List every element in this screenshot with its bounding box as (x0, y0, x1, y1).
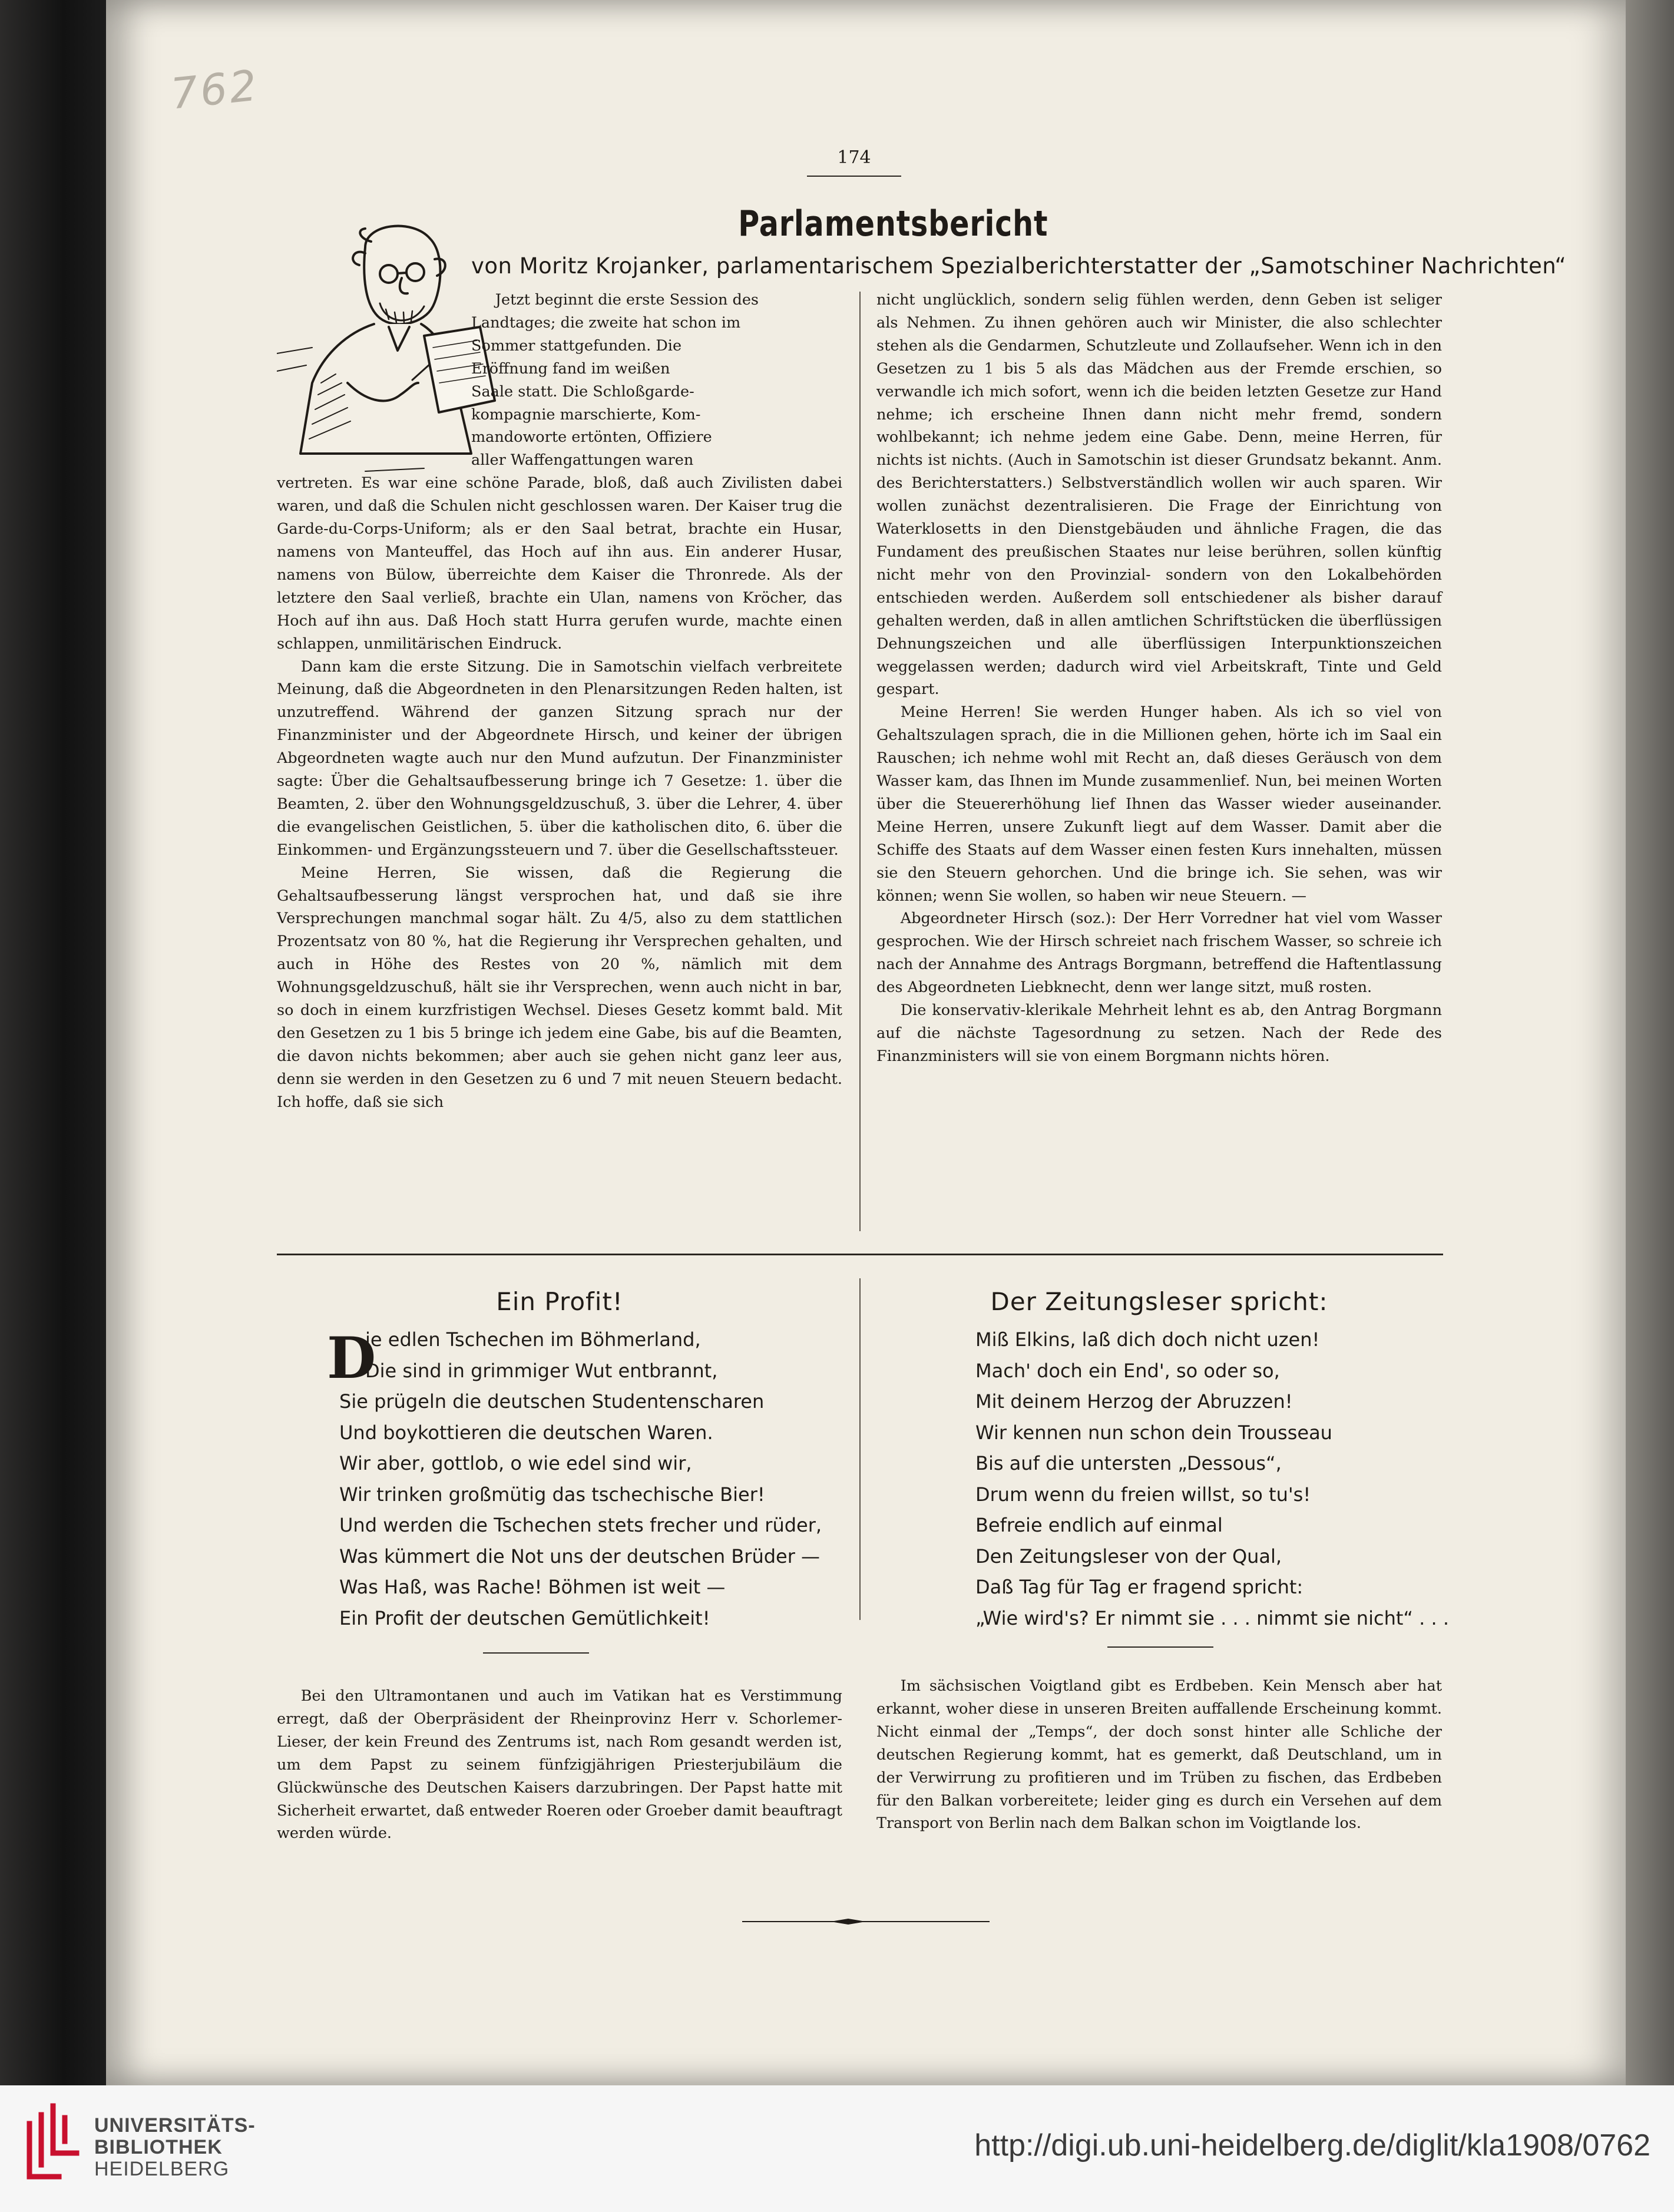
page-edge-shadow (1626, 0, 1674, 2085)
poem-divider (859, 1278, 861, 1620)
poem-end-rule (483, 1652, 589, 1654)
poem-line: Und boykottieren die deutschen Waren. (339, 1421, 713, 1444)
poem-line: Den Zeitungsleser von der Qual, (975, 1545, 1282, 1568)
poem-line: Miß Elkins, laß dich doch nicht uzen! (975, 1328, 1320, 1351)
article-paragraph: aller Waffengattungen waren (471, 451, 694, 469)
poem-line: Die sind in grimmiger Wut entbrannt, (365, 1359, 718, 1382)
page-number: 174 (837, 147, 871, 168)
library-name-line: UNIVERSITÄTS- (94, 2114, 256, 2137)
section-divider (277, 1254, 1443, 1255)
article-paragraph: Saale statt. Die Schloßgarde- (471, 382, 694, 401)
library-name-line: HEIDELBERG (94, 2158, 230, 2180)
article-byline: von Moritz Krojanker, parlamentarischem Spezialberichterstatter der „Samotschiner Nachrichten“ (471, 253, 1567, 279)
article-headline: Parlamentsbericht (738, 203, 1048, 244)
article-column-left (277, 289, 842, 1114)
column-divider (859, 292, 861, 1231)
poem-title-right: Der Zeitungsleser spricht: (990, 1287, 1328, 1316)
poem-line: Wir kennen nun schon dein Trousseau (975, 1421, 1332, 1444)
notice-paragraph: Im sächsischen Voigtland gibt es Erdbeben. Kein Mensch aber hat erkannt, woher diese in unseren Breiten auffallende Erscheinung kommt. Nicht einmal der „Temps“, der doch sonst hinter alle Schliche der deutschen Regierung kommt, hat es gemerkt, daß Deutschland, um in der Verwirrung zu profitieren und im Trüben zu fischen, das Erdbeben für den Balkan vorbereitete; leider ging es durch ein Versehen auf dem Transport von Berlin nach dem Balkan schon im Voigtlande los. (876, 1677, 1442, 1833)
article-column-right (876, 289, 1442, 1068)
article-paragraph: vertreten. Es war eine schöne Parade, bloß, daß auch Zivilisten dabei waren, und daß die Schulen nicht geschlossen waren. Der Kaiser trug die Garde-du-Corps-Uniform; als er den Saal betrat, brachte ein Husar, namens von Manteuffel, das Hoch auf ihn aus. Ein anderer Husar, namens von Bülow, überreichte dem Kaiser die Thronrede. Als der letztere den Saal verließ, brachte ein Ulan, namens von Kröcher, das Hoch auf ihn aus. Daß Hoch statt Hurra gerufen wurde, machte einen schlappen, unmilitärischen Eindruck. (277, 474, 842, 653)
book-cover-edge (0, 0, 106, 2085)
article-paragraph: Dann kam die erste Sitzung. Die in Samotschin vielfach verbreitete Meinung, daß die Abgeordneten in den Plenarsitzungen Reden halten, ist unzutreffend. Während der ganzen Sitzung sprach nur der Finanzminister und der Abgeordnete Hirsch, und keiner der übrigen Abgeordneten wagte auch nur den Mund aufzutun. Der Finanzminister sagte: Über die Gehaltsaufbesserung bringe ich 7 Gesetze: 1. über die Beamten, 2. über den Wohnungsgeldzuschuß, 3. über die Lehrer, 4. über die evangelischen Geistlichen, 5. über die katholischen dito, 6. über die Einkommen- und Ergänzungssteuern und 7. über die Gesellschaftssteuer. (277, 657, 842, 859)
poem-title-left: Ein Profit! (496, 1287, 623, 1316)
article-paragraph: Jetzt beginnt die erste Session des (495, 291, 759, 309)
library-name-line: BIBLIOTHEK (94, 2136, 223, 2158)
poem-line: Wir aber, gottlob, o wie edel sind wir, (339, 1452, 692, 1474)
article-paragraph: nicht unglücklich, sondern selig fühlen werden, denn Geben ist seliger als Nehmen. Zu ihnen gehören auch wir Minister, die also schlechter stehen als die Gendarmen, Schutzleute und Zollaufseher. Wenn ich in den Gesetzen zu 1 bis 5 als das Mädchen aus der Fremde erschien, so verwandle ich mich sofort, wenn ich die beiden letzten Gesetze zur Hand nehme; ich erscheine Ihnen dann nicht mehr fremd, sondern wohlbekannt; ich nehme jedem eine Gabe. Denn, meine Herren, für nichts ist nichts. (Auch in Samotschin ist dieser Grundsatz bekannt. Anm. des Berichterstatters.) Selbstverständlich wollen wir auch sparen. Wir wollen zunächst dezentralisieren. Die Frage der Einrichtung von Waterklosetts in den Dienstgebäuden und ähnliche Fragen, die das Fundament des preußischen Staates nur leise berühren, sollen künftig nicht mehr von den Provinzial- sondern von den Lokalbehörden entschieden werden. Außerdem soll entschiedener als bisher darauf gehalten werden, daß in allen amtlichen Schriftstücken die überflüssigen Dehnungszeichen und alle überflüssigen Interpunktionszeichen weggelassen werden; dadurch wird viel Arbeitskraft, Tinte und Geld gespart. (876, 291, 1442, 699)
poem-line: Was Haß, was Rache! Böhmen ist weit — (339, 1576, 726, 1598)
article-paragraph: Sommer stattgefunden. Die (471, 336, 682, 355)
poem-line: Befreie endlich auf einmal (975, 1514, 1223, 1536)
notice-paragraph: Bei den Ultramontanen und auch im Vatikan hat es Verstimmung erregt, daß der Oberpräsident der Rheinprovinz Herr v. Schorlemer-Lieser, der kein Freund des Zentrums ist, nach Rom gesandt werden ist, um dem Papst zu seinem fünfzigjährigen Priesterjubiläum die Glückwünsche des Deutschen Kaisers darzubringen. Der Papst hatte mit Sicherheit erwartet, daß entweder Roeren oder Groeber damit beauftragt werden würde. (277, 1687, 842, 1843)
poem-line: Ein Profit der deutschen Gemütlichkeit! (339, 1606, 710, 1629)
poem-right (975, 1324, 1449, 1634)
poem-left (339, 1324, 822, 1634)
university-library-name (94, 2115, 256, 2180)
permalink-url[interactable]: http://digi.ub.uni-heidelberg.de/diglit/kla1908/0762 (974, 2128, 1650, 2163)
article-paragraph: Die konservativ-klerikale Mehrheit lehnt es ab, den Antrag Borgmann auf die nächste Tagesordnung zu setzen. Nach der Rede des Finanzministers will sie von einem Borgmann nichts hören. (876, 1001, 1442, 1065)
poem-end-rule (1107, 1646, 1213, 1648)
article-paragraph: kompagnie marschierte, Kom- (471, 405, 701, 424)
poem-line: Und werden die Tschechen stets frecher und rüder, (339, 1514, 822, 1536)
poem-line: Sie prügeln die deutschen Studentenscharen (339, 1390, 765, 1413)
poem-dropcap: D (327, 1325, 376, 1391)
closing-ornament (742, 1917, 990, 1926)
poem-line: Mach' doch ein End', so oder so, (975, 1359, 1280, 1382)
article-paragraph: mandoworte ertönten, Offiziere (471, 428, 712, 447)
poem-line: Mit deinem Herzog der Abruzzen! (975, 1390, 1293, 1413)
poem-line: Drum wenn du freien willst, so tu's! (975, 1483, 1311, 1506)
poem-line: Wir trinken großmütig das tschechische Bier! (339, 1483, 765, 1506)
page-number-rule (807, 176, 901, 177)
article-paragraph: Meine Herren, Sie wissen, daß die Regierung die Gehaltsaufbesserung längst versprochen hat, und daß sie ihre Versprechungen manchmal sogar hält. Zu 4/5, also zu dem stattlichen Prozentsatz von 80 %, hat die Regierung ihr Versprechen gehalten, und auch in Höhe des Restes von 20 %, nämlich mit dem Wohnungsgeldzuschuß, hält sie ihr Versprechen, wenn auch nicht in bar, so doch in einem kurzfristigen Wechsel. Dieses Gesetz kommt bald. Mit den Gesetzen zu 1 bis 5 bringe ich jedem eine Gabe, bis auf die Beamten, die davon nichts bekommen; aber auch sie gehen nicht ganz leer aus, denn sie werden in den Gesetzen zu 6 und 7 mit neuen Steuern bedacht. Ich hoffe, daß sie sich (277, 864, 842, 1111)
university-library-logo[interactable] (18, 2100, 82, 2183)
poem-line: Daß Tag für Tag er fragend spricht: (975, 1576, 1304, 1598)
notice-right (876, 1675, 1442, 1835)
pencil-shelfmark: 762 (168, 60, 262, 119)
article-paragraph: Eröffnung fand im weißen (471, 359, 670, 378)
poem-line: Bis auf die untersten „Dessous“, (975, 1452, 1282, 1474)
poem-line: „Wie wird's? Er nimmt sie . . . nimmt sie nicht“ . . . (975, 1606, 1449, 1629)
poem-line: Was kümmert die Not uns der deutschen Brüder — (339, 1545, 821, 1568)
article-paragraph: Abgeordneter Hirsch (soz.): Der Herr Vorredner hat viel vom Wasser gesprochen. Wie der Hirsch schreiet nach frischem Wasser, so schreie ich nach der Annahme des Antrags Borgmann, betreffend die Haftentlassung des Abgeordneten Liebknecht, denn wer lange sitzt, muß rosten. (876, 910, 1442, 997)
poem-line: ie edlen Tschechen im Böhmerland, (365, 1328, 701, 1351)
article-paragraph: Meine Herren! Sie werden Hunger haben. Als ich so viel von Gehaltszulagen sprach, die in die Millionen gehen, hörte ich im Saal ein Rauschen; ich nehme wohl mit Recht an, daß dieses Geräusch von dem Wasser kam, das Ihnen im Munde zusammenlief. Nun, bei meinen Worten über die Steuererhöhung lief Ihnen das Wasser wieder auseinander. Meine Herren, unsere Zukunft liegt auf dem Wasser. Damit aber die Schiffe des Staats auf dem Wasser einen festen Kurs innehalten, müssen sie den Steuern gehorchen. Und die bringe ich. Sie sehen, was wir können; wenn Sie wollen, so haben wir neue Steuern. — (876, 703, 1442, 905)
article-paragraph: Landtages; die zweite hat schon im (471, 313, 741, 332)
notice-left (277, 1685, 842, 1845)
